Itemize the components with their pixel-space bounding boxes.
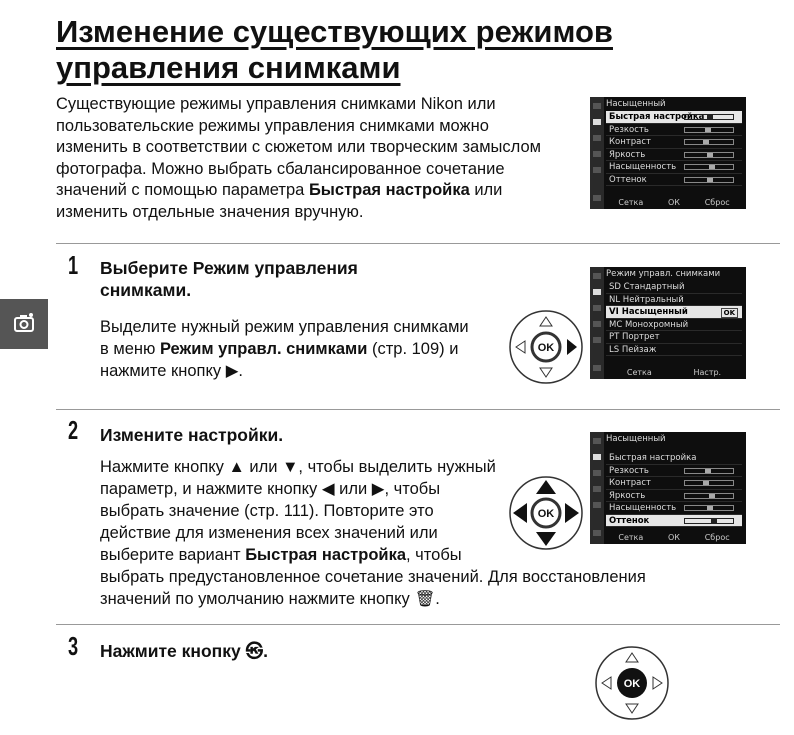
separator [56,624,780,625]
multi-selector-ok-icon [594,645,670,721]
screen-header: Режим управл. снимками [606,269,721,279]
list-item: MC Монохромный [606,319,742,332]
intro-text-2: или изменить отдельные значения вручную. [56,181,503,221]
menu-tab-strip [590,432,604,544]
list-item: Насыщенность [606,161,742,174]
screen-footer: Сетка ОК Сброс [618,533,730,542]
list-item: Яркость [606,490,742,503]
title-line-2: управления снимками [56,50,401,85]
picture-control-list [606,281,742,356]
step-2-body-continued: выбрать предустановленное сочетание значений. Для восстановления значений по умолчанию нажмите кнопку 🗑. [100,568,646,608]
screen-header: Насыщенный [606,434,666,444]
list-item: VI Насыщенный OK [606,306,742,319]
dial-ok-label: OK [537,508,555,520]
list-item: Резкость [606,465,742,478]
settings-list [606,452,742,527]
dial-ok-label: OK [623,678,641,690]
list-item: Контраст [606,477,742,490]
screen-footer: Сетка ОК Сброс [618,198,730,207]
list-item: Яркость [606,149,742,162]
step-2-heading: Измените настройки. [100,425,284,445]
step-2-body: Нажмите кнопку ▲ или ▼, чтобы выделить нужный параметр, и нажмите кнопку ◀ или ▶, чтобы выбрать значение (стр. 111). Повторите это действие для изменения всех значений или выберите вариант Быстрая настройка, чтобы [100,458,496,564]
settings-list [606,111,742,186]
list-item: Насыщенность [606,502,742,515]
camera-screen-quick-adjust [590,97,746,209]
menu-tab-strip [590,97,604,209]
list-item: Оттенок [606,174,742,187]
list-item: SD Стандартный [606,281,742,294]
screen-footer: Сетка Настр. [626,368,722,377]
list-item: PT Портрет [606,331,742,344]
list-item: Резкость [606,124,742,137]
list-item: Оттенок [606,515,742,528]
intro-text-1: Существующие режимы управления снимками Nikon или пользовательские режимы управления снимками можно изменить в соответствии с сюжетом или творческим замыслом фотографа. Можно выбрать сбалансированное сочетание значений с помощью параметра [56,95,541,199]
list-item: Быстрая настройка [606,452,742,465]
multi-selector-right-icon [508,309,584,385]
camera-screen-adjust-settings [590,432,746,544]
list-item: Контраст [606,136,742,149]
step-3-number: 3 [68,631,79,661]
separator [56,409,780,410]
section-tab [0,299,48,349]
dial-ok-label: OK [537,342,555,354]
screen-header: Насыщенный [606,99,666,109]
step-1-heading: Выберите Режим управления снимками. [100,258,358,300]
intro-paragraph [56,94,556,223]
multi-selector-all-icon [508,475,584,551]
step-2-number: 2 [68,415,79,445]
step-1-body: Выделите нужный режим управления снимками в меню Режим управл. снимками (стр. 109) и нажмите кнопку ▶. [100,318,469,380]
intro-bold-1: Быстрая настройка [308,181,470,199]
separator [56,243,780,244]
camera-icon [13,312,35,334]
title-line-1: Изменение существующих режимов [56,14,613,49]
camera-screen-picture-control [590,267,746,379]
list-item: LS Пейзаж [606,344,742,357]
list-item: NL Нейтральный [606,294,742,307]
page-title [56,14,616,86]
step-3-heading: Нажмите кнопку ㉿. [100,641,268,661]
list-item: Быстрая настройка [606,111,742,124]
menu-tab-strip [590,267,604,379]
step-1-number: 1 [68,250,79,280]
